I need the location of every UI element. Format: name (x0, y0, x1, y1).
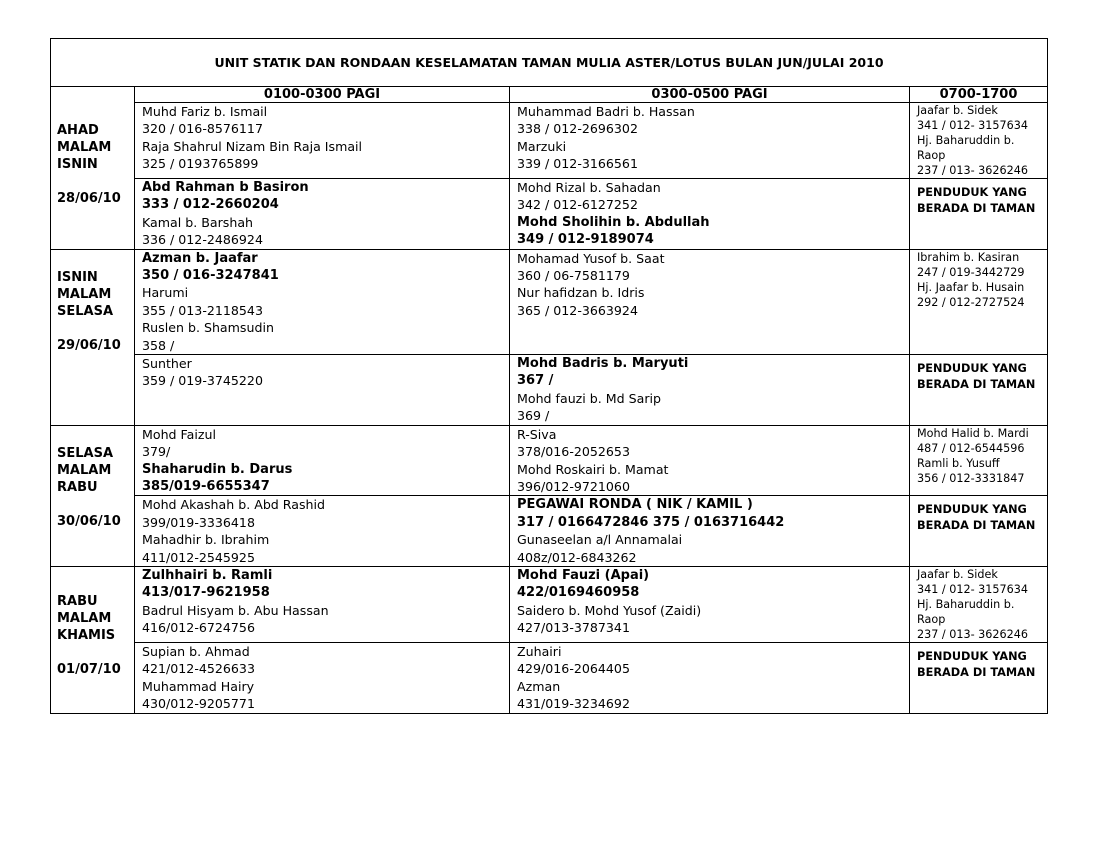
entry-line: 333 / 012-2660204 (142, 197, 279, 213)
entry-line: Ruslen b. Shamsudin (142, 320, 274, 336)
entry-line: 413/017-9621958 (142, 585, 270, 601)
entry-line: 237 / 013- 3626246 (917, 627, 1029, 641)
day-label-cell (51, 425, 135, 566)
resident-note-text (917, 643, 1047, 681)
entry-line: 431/019-3234692 (517, 696, 630, 712)
day-name-line: MALAM (57, 286, 112, 302)
day-name-line: MALAM (57, 462, 112, 478)
page-title: UNIT STATIK DAN RONDAAN KESELAMATAN TAMAN MULIA ASTER/LOTUS BULAN JUN/JULAI 2010 (51, 39, 1048, 87)
resident-note-text (917, 179, 1047, 217)
entry-line: 427/013-3787341 (517, 620, 630, 636)
day-date: 28/06/10 (57, 190, 121, 206)
resident-note-text (917, 496, 1047, 534)
entry-line: Saidero b. Mohd Yusof (Zaidi) (517, 602, 702, 618)
entry-line: 350 / 016-3247841 (142, 268, 279, 284)
resident-note-line: PENDUDUK YANG (917, 362, 1027, 376)
entry-line: Muhammad Badri b. Hassan (517, 104, 695, 119)
entry-line: Mohd Sholihin b. Abdullah (517, 214, 710, 230)
entry-line: Shaharudin b. Darus (142, 461, 293, 477)
day-date: 29/06/10 (57, 337, 121, 353)
entry-line: 369 / (517, 408, 550, 424)
shift1-second-group (135, 496, 510, 567)
entry-line: 396/012-9721060 (517, 478, 630, 494)
day-name-line: SELASA (57, 303, 114, 319)
entry-line: 411/012-2545925 (142, 549, 255, 565)
shift2-second-group (510, 355, 910, 426)
entry-line: 342 / 012-6127252 (517, 197, 638, 213)
entry-line: 399/019-3336418 (142, 514, 255, 530)
entry-line: 320 / 016-8576117 (142, 121, 263, 137)
shift2-second-group (510, 496, 910, 567)
entry-line: 355 / 013-2118543 (142, 302, 263, 318)
resident-note-line: BERADA DI TAMAN (917, 665, 1036, 679)
entry-line: 416/012-6724756 (142, 620, 255, 636)
entry-line: Marzuki (517, 138, 567, 154)
entry-line: Mohamad Yusof b. Saat (517, 250, 665, 266)
entry-line: Muhd Fariz b. Ismail (142, 104, 268, 119)
entry-line: 247 / 019-3442729 (917, 265, 1025, 279)
entry-line: 367 / (517, 373, 554, 389)
entry-line: 341 / 012- 3157634 (917, 582, 1029, 596)
entry-line: 385/019-6655347 (142, 478, 270, 494)
entry-line: Mahadhir b. Ibrahim (142, 532, 270, 548)
entry-line: Mohd Halid b. Mardi (917, 426, 1029, 440)
entry-line: 317 / 0166472846 375 / 0163716442 (517, 514, 785, 530)
entry-line: 237 / 013- 3626246 (917, 164, 1029, 177)
entry-line: Kamal b. Barshah (142, 214, 254, 230)
day-name-line: MALAM (57, 139, 112, 155)
entry-line: Raop (917, 612, 946, 626)
shift1-first-group (135, 103, 510, 179)
shift3-staff (910, 249, 1048, 354)
entry-line: Supian b. Ahmad (142, 643, 250, 659)
entry-line: Abd Rahman b Basiron (142, 180, 309, 195)
shift3-staff (910, 566, 1048, 642)
entry-line: Hj. Baharuddin b. (917, 597, 1015, 611)
shift2-first-group (510, 425, 910, 496)
entry-line: 408z/012-6843262 (517, 549, 637, 565)
entry-line: Azman b. Jaafar (142, 250, 258, 266)
day-label-cell (51, 566, 135, 713)
resident-note-line: PENDUDUK YANG (917, 649, 1027, 663)
schedule-document (50, 38, 1047, 714)
shift2-first-group (510, 566, 910, 642)
entry-line: Ibrahim b. Kasiran (917, 250, 1020, 264)
shift-header-0700: 0700-1700 (910, 87, 1048, 103)
entry-line: 356 / 012-3331847 (917, 471, 1025, 485)
entry-line: 359 / 019-3745220 (142, 373, 263, 389)
day-name-line: ISNIN (57, 269, 98, 285)
shift2-first-group (510, 103, 910, 179)
entry-line: Harumi (142, 285, 189, 301)
entry-line: Mohd Faizul (142, 426, 216, 442)
day-name-line: MALAM (57, 610, 112, 626)
entry-line: 341 / 012- 3157634 (917, 119, 1029, 132)
day-label-cell (51, 249, 135, 425)
shift1-first-group (135, 425, 510, 496)
shift-header-0100: 0100-0300 PAGI (135, 87, 510, 103)
entry-line: Mohd Akashah b. Abd Rashid (142, 497, 326, 513)
entry-line: Azman (517, 678, 561, 694)
day-column-header (51, 87, 135, 103)
entry-line: 358 / (142, 337, 175, 353)
entry-line: Ramli b. Yusuff (917, 456, 1000, 470)
entry-line: 338 / 012-2696302 (517, 121, 638, 137)
shift-header-0300: 0300-0500 PAGI (510, 87, 910, 103)
shift1-first-group (135, 566, 510, 642)
day-name-line: ISNIN (57, 156, 98, 172)
shift3-staff (910, 103, 1048, 179)
day-name-line: RABU (57, 593, 98, 609)
entry-line: Sunther (142, 356, 192, 372)
resident-note-line: PENDUDUK YANG (917, 503, 1027, 517)
entry-line: 378/016-2052653 (517, 444, 630, 460)
day-name-line: RABU (57, 479, 98, 495)
entry-line: Zulhhairi b. Ramli (142, 567, 273, 583)
entry-line: 365 / 012-3663924 (517, 302, 638, 318)
day-date: 01/07/10 (57, 661, 121, 677)
entry-line: 360 / 06-7581179 (517, 268, 630, 284)
day-date: 30/06/10 (57, 513, 121, 529)
resident-note-line: BERADA DI TAMAN (917, 378, 1036, 392)
day-name-line: SELASA (57, 445, 114, 461)
entry-line: 422/0169460958 (517, 585, 640, 601)
resident-note (910, 496, 1048, 567)
entry-line: PEGAWAI RONDA ( NIK / KAMIL ) (517, 497, 753, 513)
entry-line: 325 / 0193765899 (142, 156, 259, 172)
entry-line: Mohd fauzi b. Md Sarip (517, 390, 662, 406)
shift1-first-group (135, 249, 510, 354)
shift1-second-group (135, 355, 510, 426)
schedule-table (50, 38, 1048, 714)
entry-line: Zuhairi (517, 643, 562, 659)
entry-line: 421/012-4526633 (142, 661, 255, 677)
resident-note (910, 642, 1048, 713)
entry-line: 349 / 012-9189074 (517, 232, 654, 248)
shift2-first-group (510, 249, 910, 354)
day-name-line: AHAD (57, 122, 99, 138)
entry-line: Raop (917, 149, 946, 162)
shift3-staff (910, 425, 1048, 496)
resident-note (910, 355, 1048, 426)
entry-line: Mohd Rizal b. Sahadan (517, 180, 661, 195)
entry-line: Hj. Jaafar b. Husain (917, 280, 1025, 294)
entry-line: Badrul Hisyam b. Abu Hassan (142, 602, 329, 618)
entry-line: Mohd Badris b. Maryuti (517, 356, 689, 372)
entry-line: 336 / 012-2486924 (142, 232, 263, 248)
entry-line: Jaafar b. Sidek (917, 104, 998, 117)
entry-line: R-Siva (517, 426, 557, 442)
shift1-second-group (135, 642, 510, 713)
shift2-second-group (510, 179, 910, 250)
entry-line: Nur hafidzan b. Idris (517, 285, 645, 301)
resident-note (910, 179, 1048, 250)
entry-line: 429/016-2064405 (517, 661, 630, 677)
entry-line: Mohd Fauzi (Apai) (517, 567, 650, 583)
entry-line: 487 / 012-6544596 (917, 441, 1025, 455)
resident-note-text (917, 355, 1047, 393)
entry-line: Mohd Roskairi b. Mamat (517, 461, 669, 477)
entry-line: 292 / 012-2727524 (917, 295, 1025, 309)
entry-line: Jaafar b. Sidek (917, 567, 998, 581)
entry-line: Raja Shahrul Nizam Bin Raja Ismail (142, 138, 363, 154)
day-label-cell (51, 103, 135, 250)
entry-line: 430/012-9205771 (142, 696, 255, 712)
shift2-second-group (510, 642, 910, 713)
entry-line: 379/ (142, 444, 171, 460)
resident-note-line: PENDUDUK YANG (917, 186, 1027, 199)
resident-note-line: BERADA DI TAMAN (917, 519, 1036, 533)
entry-line: Gunaseelan a/l Annamalai (517, 532, 683, 548)
entry-line: 339 / 012-3166561 (517, 156, 638, 172)
day-name-line: KHAMIS (57, 627, 116, 643)
entry-line: Hj. Baharuddin b. (917, 134, 1015, 147)
entry-line: Muhammad Hairy (142, 678, 255, 694)
resident-note-line: BERADA DI TAMAN (917, 202, 1036, 215)
shift1-second-group (135, 179, 510, 250)
